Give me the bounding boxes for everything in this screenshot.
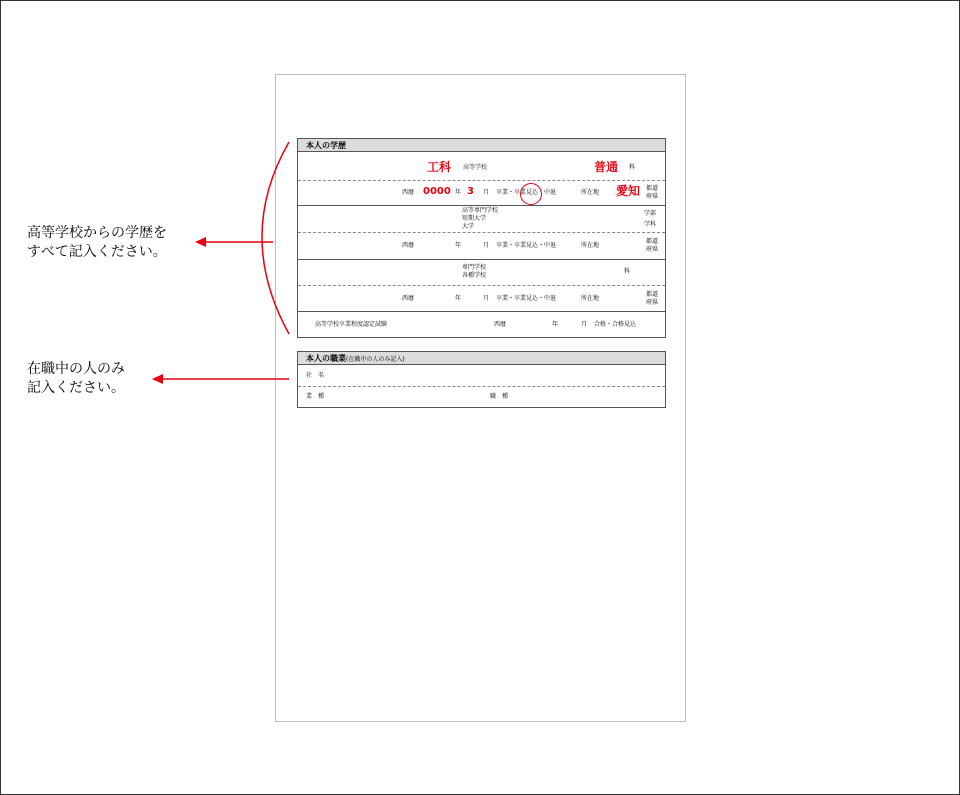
row3-school-type-2: 各種学校	[462, 272, 487, 279]
row1-divider	[298, 180, 665, 181]
row4-year-label: 年	[552, 321, 559, 328]
employment-title	[298, 352, 665, 365]
row2-school-type-1: 高等専門学校	[462, 207, 499, 214]
employment-note-line2: 記入ください。	[27, 380, 125, 396]
row2-status: 卒業・卒業見込・中退	[496, 242, 557, 249]
row2-pref-label-2: 府県	[646, 246, 659, 253]
row1-pref-label-2: 府県	[646, 193, 659, 200]
row3-course-label: 科	[624, 268, 631, 275]
education-note-line2: すべて記入ください。	[27, 244, 167, 260]
row3-school-type-1: 専門学校	[462, 264, 487, 271]
row2-school-type-2: 短期大学	[462, 215, 487, 222]
position-label: 職 種	[490, 393, 509, 400]
row3-year-label: 年	[455, 295, 462, 302]
row1-bottom	[298, 205, 665, 206]
row1-year-label: 年	[455, 189, 462, 196]
education-section	[297, 138, 666, 338]
row1-status: 卒業・卒業見込・中退	[496, 189, 557, 196]
employment-title-text: 本人の職業	[306, 354, 346, 363]
occupation-label: 業 種	[306, 393, 325, 400]
row1-month-label: 月	[483, 189, 490, 196]
row2-school-type-3: 大学	[462, 223, 475, 230]
education-note-line1: 高等学校からの学歴を	[27, 225, 167, 241]
high-school-label: 高等学校	[463, 164, 488, 171]
row2-month-label: 月	[483, 242, 490, 249]
employment-note-line1: 在職中の人のみ	[27, 361, 125, 377]
row2-bottom	[298, 259, 665, 260]
row1-prefecture-value: 愛知	[616, 184, 641, 198]
high-school-course-value: 普通	[594, 160, 619, 174]
row3-era-label: 西暦	[402, 295, 415, 302]
high-school-course-label: 科	[629, 164, 636, 171]
row1-era-label: 西暦	[402, 189, 415, 196]
company-name-label: 社 名	[306, 372, 325, 379]
employment-title-note: (在職中の人のみ記入)	[346, 356, 405, 363]
high-school-dept-value: 工科	[427, 160, 452, 174]
row2-era-label: 西暦	[402, 242, 415, 249]
row4-month-label: 月	[581, 321, 588, 328]
row1-month-value: 3	[467, 186, 474, 197]
row2-divider	[298, 232, 665, 233]
row3-divider	[298, 285, 665, 286]
education-title: 本人の学歴	[298, 139, 665, 152]
row4-era-label: 西暦	[494, 321, 507, 328]
selection-circle	[520, 183, 542, 205]
row2-location-label: 所在地	[581, 242, 600, 249]
row3-pref-label-1: 都道	[646, 291, 659, 298]
exam-label: 高等学校卒業程度認定試験	[315, 321, 388, 328]
row1-pref-label-1: 都道	[646, 185, 659, 192]
row3-pref-label-2: 府県	[646, 299, 659, 306]
employment-section	[297, 351, 666, 408]
employment-divider	[298, 386, 665, 387]
row3-location-label: 所在地	[581, 295, 600, 302]
row3-status: 卒業・卒業見込・中退	[496, 295, 557, 302]
row2-pref-label-1: 都道	[646, 238, 659, 245]
row3-bottom	[298, 311, 665, 312]
row1-year-value: 0000	[423, 186, 451, 197]
row1-location-label: 所在地	[581, 189, 600, 196]
row3-month-label: 月	[483, 295, 490, 302]
row2-dept-label: 学科	[644, 221, 657, 228]
row4-status: 合格・合格見込	[594, 321, 637, 328]
row2-faculty-label: 学部	[644, 210, 657, 217]
row2-year-label: 年	[455, 242, 462, 249]
